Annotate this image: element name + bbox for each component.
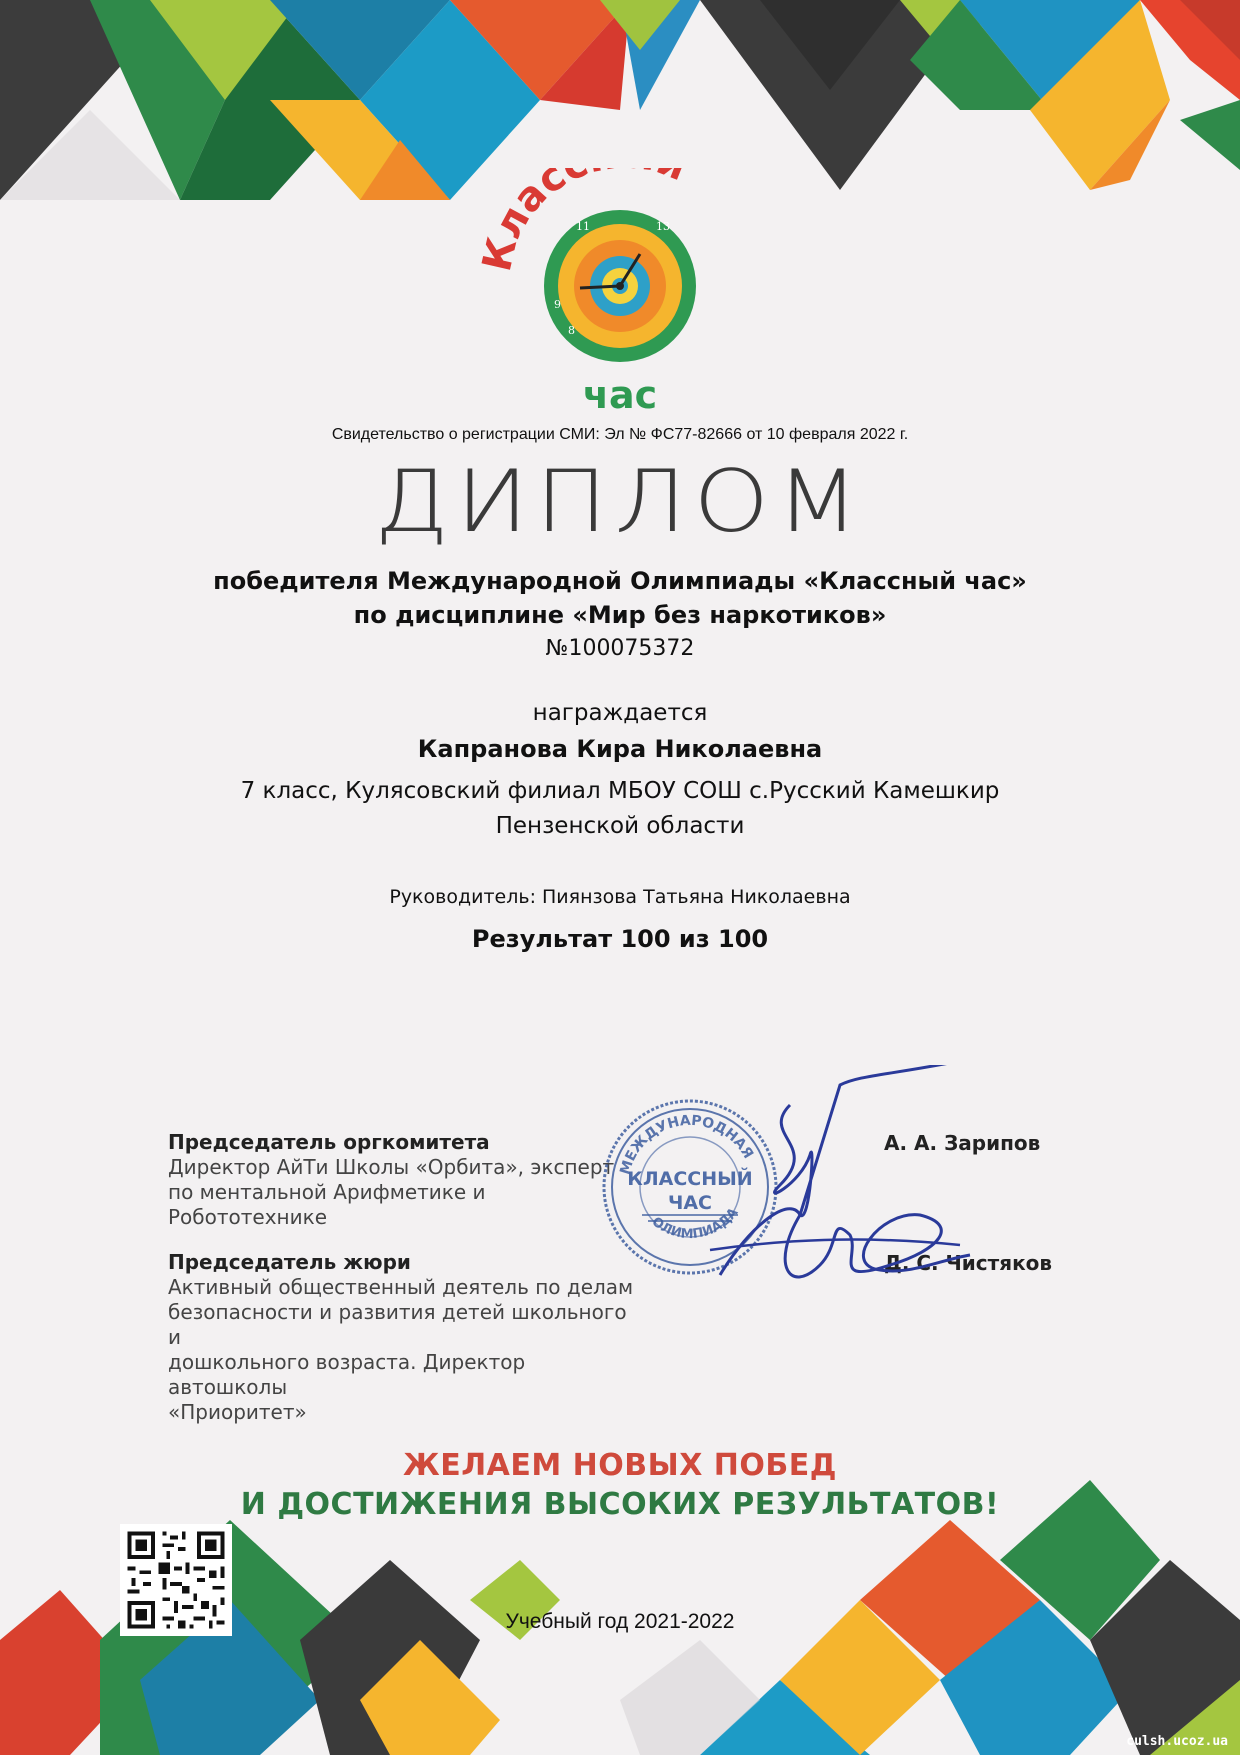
stamp-line-1: КЛАССНЫЙ [627, 1168, 753, 1190]
logo-clock-number: 8 [568, 324, 575, 337]
page-title: ДИПЛОМ [374, 452, 866, 552]
signatory-desc-line: дошкольного возраста. Директор автошколы [168, 1350, 526, 1399]
subtitle-line-2: по дисциплине «Мир без наркотиков» [353, 601, 887, 629]
subtitle-line-1: победителя Международной Олимпиады «Классный час» [213, 567, 1027, 595]
klassny-chas-logo [470, 168, 770, 418]
signatory-desc-line: Директор АйТи Школы «Орбита», эксперт [168, 1155, 615, 1179]
school-line-2: Пензенской области [495, 813, 745, 839]
registration-text: Свидетельство о регистрации СМИ: Эл № ФС77-82666 от 10 февраля 2022 г. [331, 426, 909, 443]
logo-word-bottom: час [582, 373, 658, 417]
stamp-line-2: ЧАС [667, 1192, 713, 1214]
logo-clock-number: 11 [576, 220, 590, 233]
wish-line-1: ЖЕЛАЕМ НОВЫХ ПОБЕД [403, 1448, 837, 1483]
academic-year: Учебный год 2021-2022 [505, 1610, 735, 1633]
wish-line-2: И ДОСТИЖЕНИЯ ВЫСОКИХ РЕЗУЛЬТАТОВ! [240, 1487, 1000, 1522]
signatory-role: Председатель жюри [168, 1250, 411, 1274]
awarded-text: награждается [532, 700, 708, 726]
signatory-name-chistyakov: Д. С. Чистяков [884, 1251, 1053, 1275]
result-text: Результат 100 из 100 [471, 925, 769, 953]
school-line-1: 7 класс, Кулясовский филиал МБОУ СОШ с.Русский Камешкир [240, 778, 1000, 804]
stamp-ring-bottom: ОЛИМПИАДА [648, 1205, 742, 1243]
supervisor-text: Руководитель: Пиянзова Татьяна Николаевна [389, 886, 851, 908]
watermark-text: culsh.ucoz.ua [1126, 1734, 1228, 1749]
signatory-name-zaripov: А. А. Зарипов [884, 1131, 1041, 1155]
signatory-desc-line: безопасности и развития детей школьного и [168, 1300, 627, 1349]
handwritten-signatures [560, 1065, 980, 1335]
signatory-desc-line: «Приоритет» [168, 1400, 307, 1424]
signatory-desc-line: по ментальной Арифметике и Робототехнике [168, 1180, 486, 1229]
diploma-number: №100075372 [545, 636, 695, 661]
logo-clock-number: 13 [656, 220, 670, 233]
stamp-ring-top: МЕЖДУНАРОДНАЯ [617, 1112, 757, 1177]
logo-clock-number: 9 [554, 298, 561, 311]
signatory-role: Председатель оргкомитета [168, 1130, 490, 1154]
signatory-desc-line: Активный общественный деятель по делам [168, 1275, 634, 1299]
logo-word-top: Клас [474, 168, 575, 276]
recipient-name: Капранова Кира Николаевна [417, 735, 823, 763]
